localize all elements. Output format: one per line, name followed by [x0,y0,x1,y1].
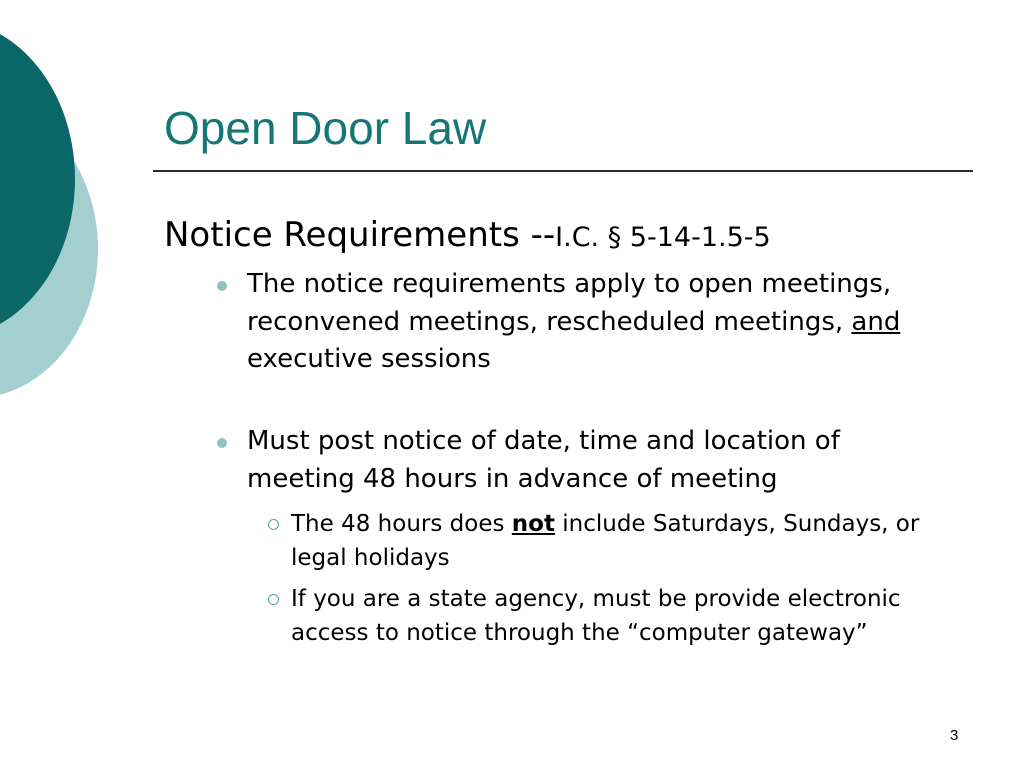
heading-citation: I.C. § 5-14-1.5-5 [555,222,771,253]
sub-bullet-emphasis: not [511,511,555,537]
sub-bullet-item [291,507,931,575]
bullet-text: The notice requirements apply to open meetings, reconvened meetings, rescheduled meetings, [247,269,892,337]
hollow-circle-icon [268,594,279,605]
hollow-circle-icon [268,519,279,530]
slide-title: Open Door Law [164,102,487,154]
bullet-item [247,266,947,379]
title-divider [153,170,973,172]
bullet-item [247,423,947,498]
sub-bullet-text: If you are a state agency, must be provide electronic access to notice through the “computer gateway” [291,586,901,646]
bullet-dot-icon [217,438,227,448]
section-heading [164,212,771,261]
bullet-text: Must post notice of date, time and location of meeting 48 hours in advance of meeting [247,426,840,494]
sub-bullet-text-end: include Saturdays, Sundays, or legal holidays [291,511,920,571]
bullet-dot-icon [217,281,227,291]
bullet-text-end: executive sessions [247,344,491,374]
sub-bullet-text: The 48 hours does [291,511,512,537]
sub-bullet-item [291,582,931,650]
heading-text: Notice Requirements -- [164,215,556,255]
page-number: 3 [950,727,959,744]
bullet-emphasis: and [851,306,901,337]
